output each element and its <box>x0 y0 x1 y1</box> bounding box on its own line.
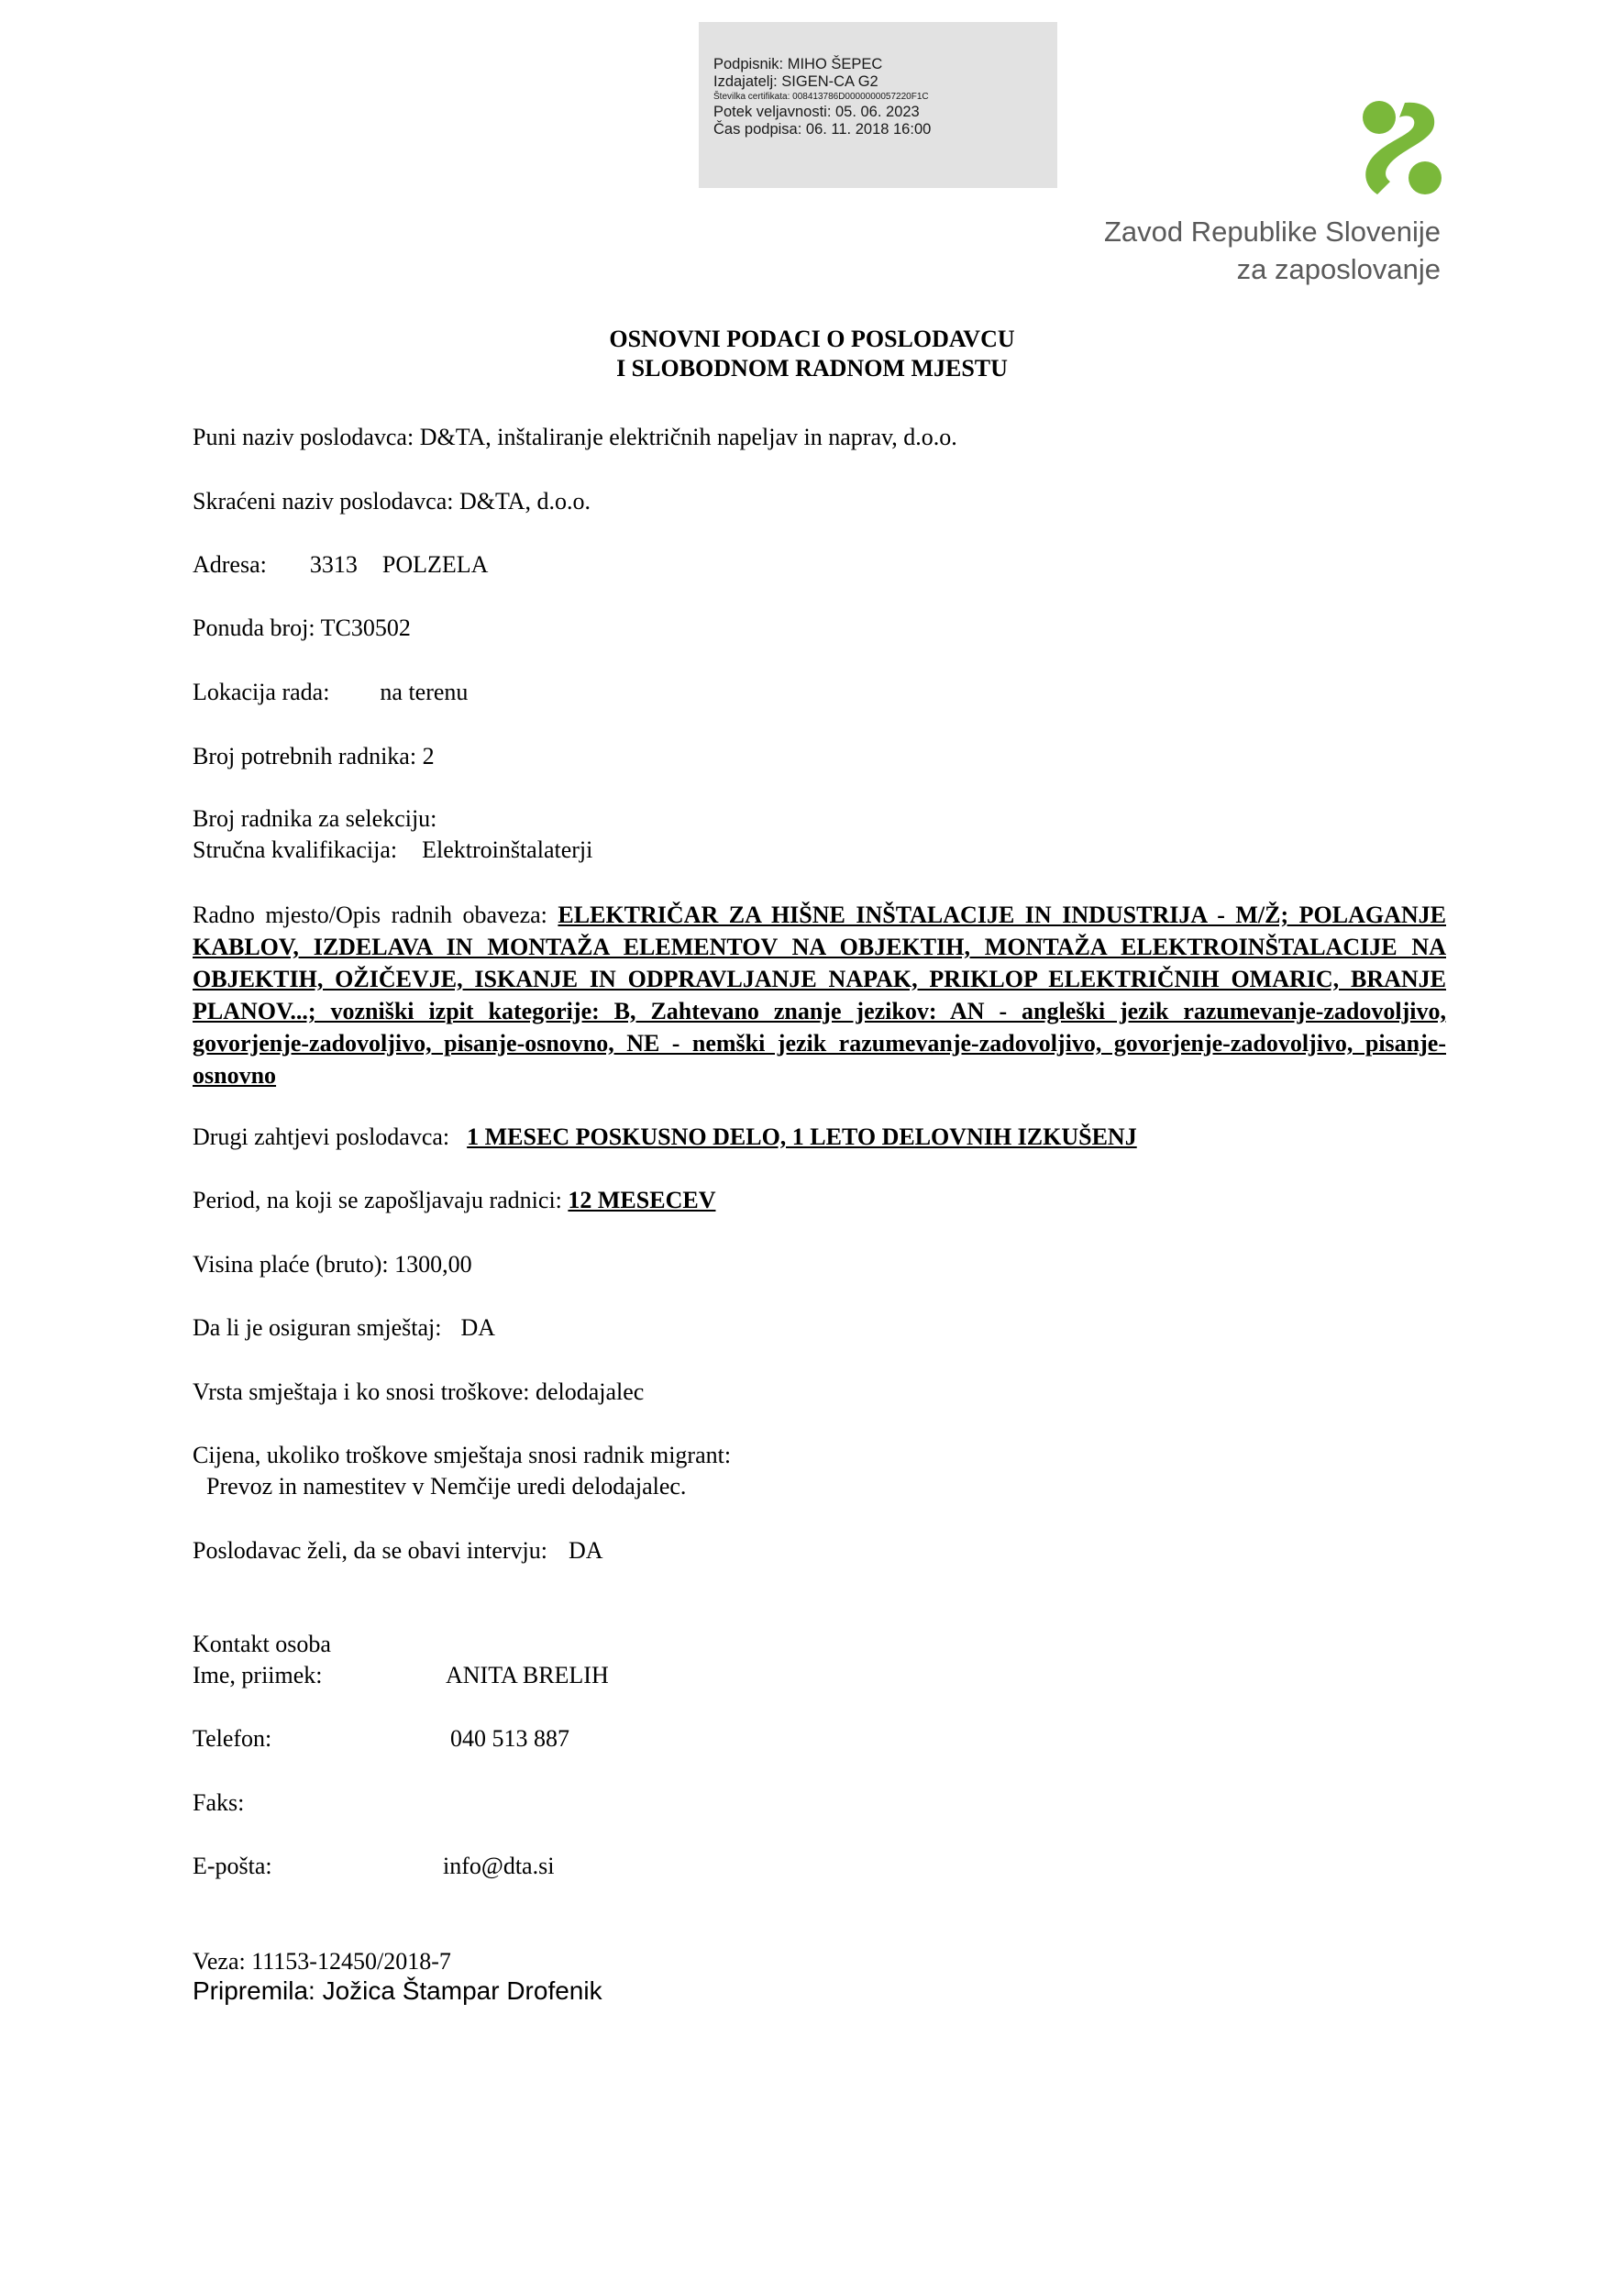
signature-signer: Podpisnik: MIHO ŠEPEC <box>713 56 883 72</box>
contact-email-value[interactable]: info@dta.si <box>443 1853 555 1879</box>
full-name-value: D&TA, inštaliranje električnih napeljav in naprav, d.o.o. <box>419 424 957 450</box>
contact-name-label: Ime, priimek: <box>193 1662 323 1688</box>
full-name-row: Puni naziv poslodavca: D&TA, inštaliranje električnih napeljav in naprav, d.o.o. <box>193 424 957 450</box>
logo-line-1: Zavod Republike Slovenije <box>1103 216 1441 248</box>
job-description-value: ELEKTRIČAR ZA HIŠNE INŠTALACIJE IN INDUSTRIJA - M/Ž; POLAGANJE KABLOV, IZDELAVA IN MONTAŽA ELEMENTOV NA OBJEKTIH, MONTAŽA ELEKTROINŠTALACIJE NA OBJEKTIH, OŽIČEVJE, ISKANJE IN ODPRAVLJANJE NAPAK, PRIKLOP ELEKTRIČNIH OMARIC, BRANJE PLANOV...; vozniški izpit kategorije: B, Zahtevano znanje jezikov: AN - angleški jezik razumevanje-zadovoljivo, govorjenje-zadovoljivo, pisanje-osnovno, NE - nemški jezik razumevanje-zadovoljivo, govorjenje-zadovoljivo, pisanje-osnovno <box>193 902 1446 1089</box>
short-name-value: D&TA, d.o.o. <box>458 488 591 515</box>
document-title: OSNOVNI PODACI O POSLODAVCU I SLOBODNOM RADNOM MJESTU <box>609 326 1015 382</box>
signature-issuer: Izdajatelj: SIGEN-CA G2 <box>713 73 878 90</box>
contact-fax-label: Faks: <box>193 1789 245 1816</box>
offer-number-row: Ponuda broj: TC30502 <box>193 614 411 641</box>
accommodation-cost-row: Cijena, ukoliko troškove smještaja snosi radnik migrant: <box>193 1442 732 1468</box>
work-location-row: Lokacija rada: na terenu <box>193 679 469 705</box>
employment-period-row: Period, na koji se zapošljavaju radnici: 12 MESECEV <box>193 1187 716 1213</box>
short-name-row: Skraćeni naziv poslodavca: D&TA, d.o.o. <box>193 488 591 515</box>
accommodation-type-row: Vrsta smještaja i ko snosi troškove: delodajalec <box>193 1378 645 1405</box>
accommodation-value: DA <box>460 1314 496 1341</box>
accommodation-type-value: delodajalec <box>535 1378 645 1405</box>
contact-heading: Kontakt osoba <box>193 1631 331 1657</box>
qualification-row: Stručna kvalifikacija: Elektroinštalaterji <box>193 836 593 863</box>
workers-needed-row: Broj potrebnih radnika: 2 <box>193 743 435 769</box>
employment-period-value: 12 MESECEV <box>568 1187 716 1213</box>
other-requirements-row: Drugi zahtjevi poslodavca: 1 MESEC POSKUSNO DELO, 1 LETO DELOVNIH IZKUŠENJ <box>193 1123 1137 1150</box>
workers-selection-row: Broj radnika za selekciju: <box>193 805 437 832</box>
postal-code: 3313 <box>309 551 358 578</box>
salary-row: Visina plaće (bruto): 1300,00 <box>193 1251 472 1278</box>
contact-phone-value: 040 513 887 <box>450 1725 569 1752</box>
offer-number-value: TC30502 <box>320 614 411 641</box>
address-row: Adresa: 3313 POLZELA <box>193 551 489 578</box>
salary-value: 1300,00 <box>394 1251 472 1278</box>
contact-phone-label: Telefon: <box>193 1725 272 1752</box>
workers-needed-value: 2 <box>422 743 435 769</box>
accommodation-row: Da li je osiguran smještaj: DA <box>193 1314 496 1341</box>
reference-number: Veza: 11153-12450/2018-7 <box>193 1948 451 1975</box>
job-description-row: Radno mjesto/Opis radnih obaveza: ELEKTRIČAR ZA HIŠNE INŠTALACIJE IN INDUSTRIJA - M/Ž; POLAGANJE KABLOV, IZDELAVA IN MONTAŽA ELEMENTOV NA OBJEKTIH, MONTAŽA ELEKTROINŠTALACIJE NA OBJEKTIH, OŽIČEVJE, ISKANJE IN ODPRAVLJANJE NAPAK, PRIKLOP ELEKTRIČNIH OMARIC, BRANJE PLANOV...; vozniški izpit kategorije: B, Zahtevano znanje jezikov: AN - angleški jezik razumevanje-zadovoljivo, govorjenje-zadovoljivo, pisanje-osnovno, NE - nemški jezik razumevanje-zadovoljivo, govorjenje-zadovoljivo, pisanje-osnovno <box>193 902 1446 1089</box>
qualification-value: Elektroinštalaterji <box>422 836 593 863</box>
signature-time: Čas podpisa: 06. 11. 2018 16:00 <box>713 121 932 138</box>
signature-details <box>713 56 931 138</box>
city: POLZELA <box>381 551 489 578</box>
interview-row: Poslodavac želi, da se obavi intervju: DA <box>193 1537 603 1564</box>
work-location-value: na terenu <box>380 679 469 705</box>
signature-valid-until: Potek veljavnosti: 05. 06. 2023 <box>713 104 920 120</box>
contact-email-label: E-pošta: <box>193 1853 272 1879</box>
zrss-logo-icon <box>1357 99 1445 198</box>
digital-signature-box <box>699 22 1057 188</box>
logo-line-2: za zaposlovanje <box>1236 253 1441 285</box>
contact-name-value: ANITA BRELIH <box>446 1662 609 1688</box>
prepared-by: Pripremila: Jožica Štampar Drofenik <box>193 1976 602 2005</box>
accommodation-cost-value: Prevoz in namestitev v Nemčije uredi delodajalec. <box>206 1473 687 1500</box>
interview-value: DA <box>569 1537 603 1564</box>
other-requirements-value: 1 MESEC POSKUSNO DELO, 1 LETO DELOVNIH IZKUŠENJ <box>467 1123 1137 1150</box>
signature-certificate: Številka certifikata: 008413786D0000000057220F1C <box>713 92 929 102</box>
logo-wordmark <box>1104 213 1441 288</box>
